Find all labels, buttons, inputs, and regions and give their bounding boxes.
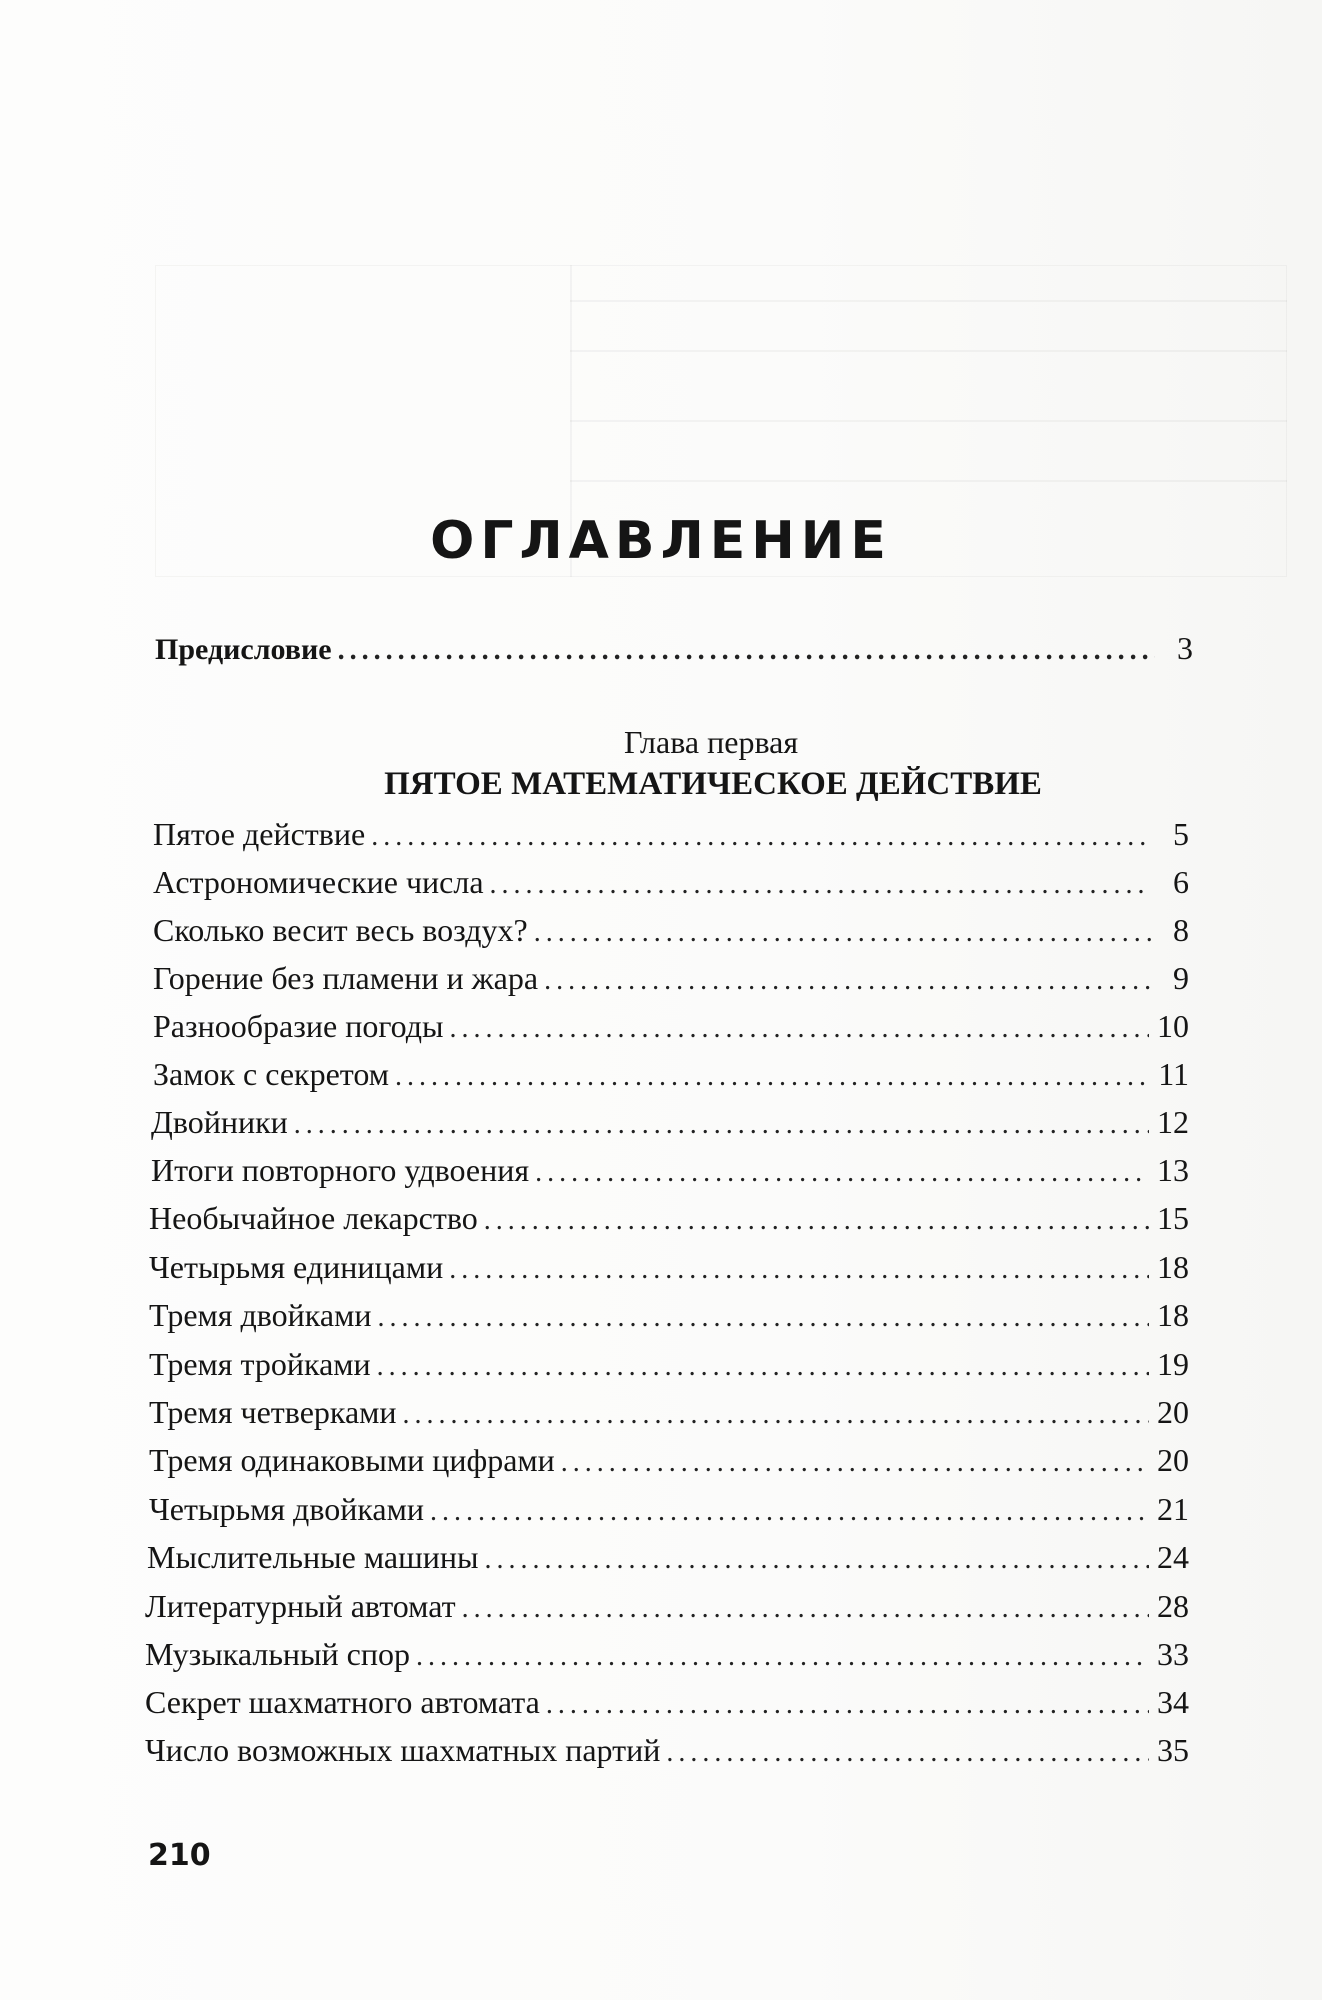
toc-leader-dots [544, 967, 1151, 995]
toc-leader-dots [534, 919, 1151, 947]
toc-entry-title: Пятое действие [153, 816, 366, 852]
toc-row [149, 1348, 1189, 1381]
toc-leader-dots [484, 1546, 1149, 1574]
toc-leader-dots [395, 1063, 1150, 1091]
toc-leader-dots [377, 1353, 1149, 1381]
toc-row [153, 1058, 1189, 1091]
toc-entry-page: 19 [1157, 1346, 1189, 1382]
toc-leader-dots [403, 1401, 1149, 1429]
toc-entry-title: Четырьмя двойками [149, 1491, 424, 1527]
toc-entry-title: Необычайное лекарство [149, 1200, 478, 1236]
toc-entry-page: 12 [1157, 1104, 1189, 1140]
toc-row-preface [155, 632, 1193, 665]
toc-entry-page: 15 [1157, 1200, 1189, 1236]
toc-entry-page: 11 [1158, 1056, 1189, 1092]
toc-entry-page: 18 [1157, 1249, 1189, 1285]
toc-leader-dots [484, 1207, 1149, 1235]
toc-leader-dots [449, 1256, 1149, 1284]
toc-entry-title: Четырьмя единицами [149, 1249, 444, 1285]
toc-entry-title: Секрет шахматного автомата [145, 1684, 540, 1720]
toc-leader-dots [377, 1304, 1149, 1332]
toc-entry-page: 21 [1157, 1491, 1189, 1527]
toc-row [151, 1154, 1189, 1187]
toc-entry-page: 5 [1173, 816, 1189, 852]
toc-entry-title: Сколько весит весь воздух? [153, 912, 528, 948]
toc-leader-dots [535, 1159, 1149, 1187]
toc-row [149, 1396, 1189, 1429]
toc-row [151, 1106, 1189, 1139]
toc-leader-dots [561, 1449, 1149, 1477]
toc-entry-title: Двойники [151, 1104, 288, 1140]
toc-leader-dots [430, 1498, 1149, 1526]
toc-leader-dots [666, 1739, 1149, 1767]
toc-entry-page: 3 [1177, 630, 1193, 666]
toc-entry-title: Тремя двойками [149, 1297, 372, 1333]
toc-entry-page: 20 [1157, 1394, 1189, 1430]
page-title: ОГЛАВЛЕНИЕ [430, 511, 892, 571]
toc-leader-dots [371, 823, 1151, 851]
toc-entry-page: 33 [1157, 1636, 1189, 1672]
toc-entry-title: Число возможных шахматных партий [145, 1732, 661, 1768]
toc-leader-dots [546, 1691, 1149, 1719]
toc-row [149, 1202, 1189, 1235]
chapter-label: Глава первая [623, 724, 799, 760]
toc-entry-page: 13 [1157, 1152, 1189, 1188]
toc-row [153, 1010, 1189, 1043]
toc-entry-page: 20 [1157, 1442, 1189, 1478]
toc-row [149, 1444, 1189, 1477]
toc-row [145, 1734, 1189, 1767]
toc-entry-page: 6 [1173, 864, 1189, 900]
toc-leader-dots [462, 1595, 1149, 1623]
toc-entry-title: Горение без пламени и жара [153, 960, 539, 996]
toc-row [145, 1638, 1189, 1671]
toc-entry-page: 8 [1173, 912, 1189, 948]
toc-row [149, 1493, 1189, 1526]
toc-entry-page: 18 [1157, 1297, 1189, 1333]
toc-row [153, 818, 1189, 851]
toc-entry-page: 10 [1157, 1008, 1189, 1044]
toc-leader-dots [416, 1643, 1149, 1671]
toc-entry-title: Астрономические числа [153, 864, 484, 900]
toc-entry-title: Разнообразие погоды [153, 1008, 444, 1044]
toc-row [147, 1541, 1189, 1574]
toc-entry-page: 28 [1157, 1588, 1189, 1624]
toc-entry-page: 34 [1157, 1684, 1189, 1720]
toc-entry-page: 9 [1173, 960, 1189, 996]
toc-row [153, 914, 1189, 947]
toc-entry-title: Замок с секретом [153, 1056, 389, 1092]
toc-leader-dots [450, 1015, 1149, 1043]
toc-leader-dots [294, 1111, 1149, 1139]
toc-leader-dots [490, 871, 1151, 899]
toc-entry-title: Музыкальный спор [145, 1636, 410, 1672]
toc-row [145, 1590, 1189, 1623]
toc-entry-title: Литературный автомат [145, 1588, 456, 1624]
toc-leader-dots [338, 637, 1155, 665]
toc-row [153, 866, 1189, 899]
toc-entry-title: Предисловие [155, 633, 332, 666]
toc-entry-page: 24 [1157, 1539, 1189, 1575]
page-number: 210 [148, 1838, 211, 1873]
chapter-title: ПЯТОЕ МАТЕМАТИЧЕСКОЕ ДЕЙСТВИЕ [384, 766, 1042, 802]
toc-entry-title: Тремя четверками [149, 1394, 397, 1430]
toc-row [149, 1299, 1189, 1332]
toc-entry-title: Тремя тройками [149, 1346, 371, 1382]
toc-entry-title: Тремя одинаковыми цифрами [149, 1442, 555, 1478]
toc-row [153, 962, 1189, 995]
toc-row [149, 1251, 1189, 1284]
toc-row [145, 1686, 1189, 1719]
toc-entry-title: Итоги повторного удвоения [151, 1152, 530, 1188]
toc-entry-title: Мыслительные машины [147, 1539, 479, 1575]
toc-entry-page: 35 [1157, 1732, 1189, 1768]
